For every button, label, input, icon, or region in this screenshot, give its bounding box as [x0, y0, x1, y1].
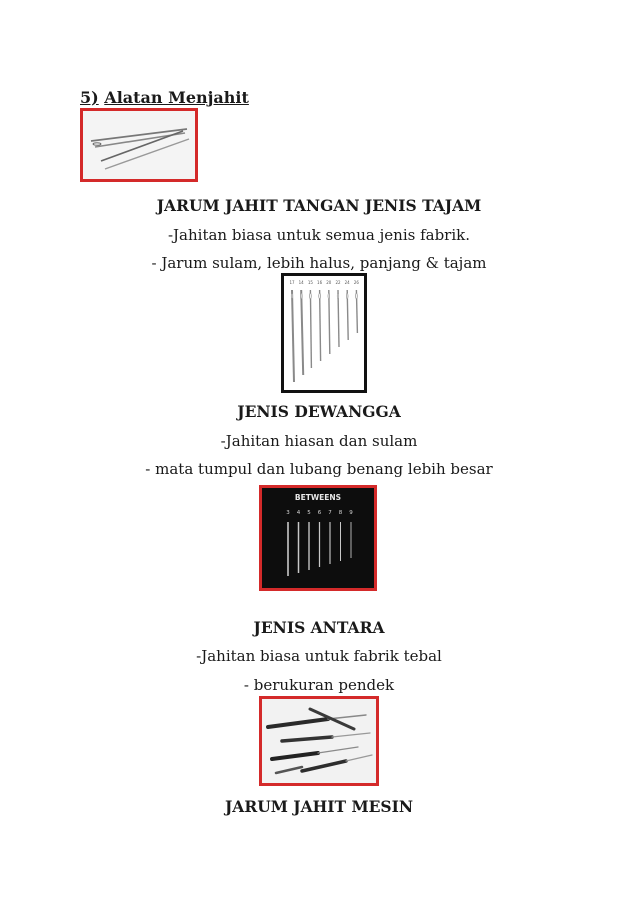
betweens-number-label: 8 [338, 510, 343, 516]
machine-needles-drawing [262, 699, 376, 783]
needle [320, 290, 321, 361]
needle [329, 290, 330, 354]
section-heading-text: Alatan Menjahit [104, 88, 249, 107]
section-heading-number: 5) [80, 88, 99, 107]
betweens-number-label: 4 [296, 510, 301, 516]
item-title-antara: JENIS ANTARA [253, 618, 385, 637]
item-line: - mata tumpul dan lubang benang lebih besar [145, 460, 493, 478]
item-title-sharps: JARUM JAHIT TANGAN JENIS TAJAM [156, 196, 482, 215]
item-line: -Jahitan biasa untuk fabrik tebal [196, 647, 442, 665]
section-heading [80, 88, 249, 107]
item-line: -Jahitan biasa untuk semua jenis fabrik. [167, 226, 471, 244]
hand-needles-image [80, 108, 198, 182]
needle-eye [319, 293, 321, 299]
needle-size-label: 16 [317, 280, 323, 285]
item-title-machine: JARUM JAHIT MESIN [224, 797, 414, 816]
needle-eye [356, 293, 358, 299]
item-line: -Jahitan hiasan dan sulam [220, 432, 418, 450]
needle-size-label: 26 [353, 280, 359, 285]
betweens-needles-image [259, 485, 377, 591]
needle-size-label: 24 [344, 280, 350, 285]
betweens-number-label: 3 [286, 510, 290, 516]
item-title-dewangga: JENIS DEWANGGA [237, 402, 401, 421]
needle-size-label: 20 [326, 280, 332, 285]
needle-size-label: 14 [298, 280, 304, 285]
needle-size-label: 17 [289, 280, 295, 285]
embroidery-needles-drawing [284, 276, 364, 390]
needle-eye [300, 293, 302, 299]
hand-needles-drawing [83, 111, 195, 179]
needle-eye [328, 293, 330, 299]
betweens-number-label: 5 [307, 510, 311, 516]
needle-size-label: 15 [307, 280, 313, 285]
needle-size-label: 22 [335, 280, 341, 285]
needle-eye [337, 293, 339, 299]
betweens-number-label: 7 [328, 510, 332, 516]
item-line: - berukuran pendek [243, 676, 395, 694]
betweens-needles-drawing [262, 488, 374, 588]
item-line: - Jarum sulam, lebih halus, panjang & tajam [151, 254, 487, 272]
needle-eye [291, 293, 293, 299]
embroidery-needles-image [281, 273, 367, 393]
betweens-number-label: 6 [317, 510, 322, 516]
betweens-number-label: 9 [349, 510, 353, 516]
needle-eye [346, 293, 348, 299]
needle-eye [310, 293, 312, 299]
machine-needles-image [259, 696, 379, 786]
needle [310, 290, 311, 368]
betweens-title-label: BETWEENS [294, 493, 342, 502]
